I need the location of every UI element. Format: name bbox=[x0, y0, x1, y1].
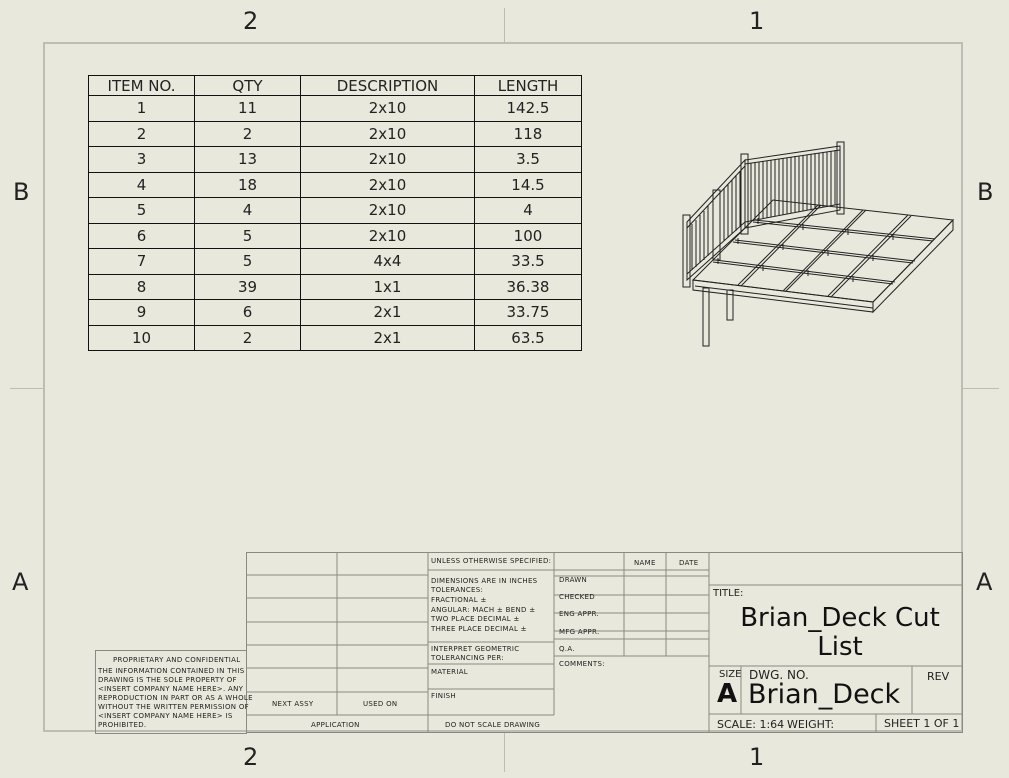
rev-label: REV bbox=[927, 670, 950, 683]
bom-cell: 2x10 bbox=[301, 96, 475, 122]
bom-cell: 10 bbox=[89, 325, 195, 351]
dims-line-1: DIMENSIONS ARE IN INCHES bbox=[431, 577, 538, 585]
bom-cell: 3.5 bbox=[475, 147, 582, 173]
finish-label: FINISH bbox=[431, 692, 456, 700]
dwg-no-value: Brian_Deck bbox=[748, 679, 901, 710]
sheet-label: SHEET 1 OF 1 bbox=[884, 717, 960, 730]
dims-line-6: THREE PLACE DECIMAL ± bbox=[431, 625, 527, 633]
zone-top-2: 2 bbox=[243, 7, 259, 35]
do-not-scale-label: DO NOT SCALE DRAWING bbox=[445, 721, 541, 729]
zone-top-1: 1 bbox=[749, 7, 765, 35]
bom-header-item: ITEM NO. bbox=[89, 76, 195, 96]
used-on-label: USED ON bbox=[363, 700, 398, 708]
eng-appr-label: ENG APPR. bbox=[559, 610, 600, 618]
application-label: APPLICATION bbox=[311, 721, 360, 729]
comments-label: COMMENTS: bbox=[559, 660, 605, 668]
proprietary-line-6: <INSERT COMPANY NAME HERE> IS bbox=[98, 712, 233, 720]
bom-cell: 8 bbox=[89, 274, 195, 300]
bom-cell: 6 bbox=[195, 300, 301, 326]
bom-cell: 33.75 bbox=[475, 300, 582, 326]
material-label: MATERIAL bbox=[431, 668, 468, 676]
table-row bbox=[89, 147, 582, 173]
drawing-title-line-2: List bbox=[817, 632, 863, 662]
bom-cell: 39 bbox=[195, 274, 301, 300]
bom-cell: 2x10 bbox=[301, 223, 475, 249]
tick-bottom-mid bbox=[504, 732, 505, 772]
bom-cell: 6 bbox=[89, 223, 195, 249]
bom-cell: 2 bbox=[195, 121, 301, 147]
table-row bbox=[89, 325, 582, 351]
bom-cell: 4 bbox=[89, 172, 195, 198]
drawn-label: DRAWN bbox=[559, 576, 588, 584]
bom-header-row bbox=[89, 76, 582, 96]
title-label: TITLE: bbox=[713, 588, 744, 599]
table-row bbox=[89, 274, 582, 300]
bom-header-description: DESCRIPTION bbox=[301, 76, 475, 96]
bom-cell: 2x1 bbox=[301, 300, 475, 326]
dims-line-3: FRACTIONAL ± bbox=[431, 596, 487, 604]
date-header: DATE bbox=[679, 559, 699, 567]
bom-cell: 63.5 bbox=[475, 325, 582, 351]
zone-right-a: A bbox=[976, 568, 993, 596]
bom-cell: 118 bbox=[475, 121, 582, 147]
bom-cell: 7 bbox=[89, 249, 195, 275]
bom-cell: 1x1 bbox=[301, 274, 475, 300]
weight-label: WEIGHT: bbox=[787, 718, 835, 731]
bom-cell: 100 bbox=[475, 223, 582, 249]
bom-cell: 2x10 bbox=[301, 147, 475, 173]
size-label: SIZE bbox=[719, 669, 742, 680]
table-row bbox=[89, 300, 582, 326]
proprietary-line-2: DRAWING IS THE SOLE PROPERTY OF bbox=[98, 676, 237, 684]
mfg-appr-label: MFG APPR. bbox=[559, 628, 600, 636]
bom-cell: 2 bbox=[89, 121, 195, 147]
scale-label: SCALE: 1:64 bbox=[717, 718, 785, 731]
proprietary-line-1: THE INFORMATION CONTAINED IN THIS bbox=[98, 667, 245, 675]
bom-cell: 4 bbox=[195, 198, 301, 224]
proprietary-line-4: REPRODUCTION IN PART OR AS A WHOLE bbox=[98, 694, 253, 702]
bom-cell: 13 bbox=[195, 147, 301, 173]
proprietary-title: PROPRIETARY AND CONFIDENTIAL bbox=[113, 656, 241, 664]
next-assy-label: NEXT ASSY bbox=[272, 700, 314, 708]
drawing-title-line-1: Brian_Deck Cut bbox=[740, 603, 940, 633]
bom-cell: 36.38 bbox=[475, 274, 582, 300]
bom-cell: 14.5 bbox=[475, 172, 582, 198]
zone-bottom-1: 1 bbox=[749, 743, 765, 771]
bom-cell: 11 bbox=[195, 96, 301, 122]
dims-line-5: TWO PLACE DECIMAL ± bbox=[431, 615, 520, 623]
table-row bbox=[89, 121, 582, 147]
bom-cell: 5 bbox=[195, 223, 301, 249]
table-row bbox=[89, 223, 582, 249]
table-row bbox=[89, 172, 582, 198]
bom-cell: 4 bbox=[475, 198, 582, 224]
bom-cell: 5 bbox=[89, 198, 195, 224]
zone-bottom-2: 2 bbox=[243, 743, 259, 771]
bom-cell: 2x1 bbox=[301, 325, 475, 351]
dwg-no-label: DWG. NO. bbox=[749, 668, 809, 682]
bom-table bbox=[88, 75, 582, 351]
bom-cell: 18 bbox=[195, 172, 301, 198]
interpret-line-1: INTERPRET GEOMETRIC bbox=[431, 645, 520, 653]
bom-cell: 9 bbox=[89, 300, 195, 326]
tick-top-mid bbox=[504, 8, 505, 42]
dims-line-2: TOLERANCES: bbox=[431, 586, 484, 594]
table-row bbox=[89, 96, 582, 122]
bom-cell: 5 bbox=[195, 249, 301, 275]
bom-header-qty: QTY bbox=[195, 76, 301, 96]
bom-cell: 142.5 bbox=[475, 96, 582, 122]
proprietary-line-7: PROHIBITED. bbox=[98, 721, 147, 729]
qa-label: Q.A. bbox=[559, 645, 575, 653]
name-header: NAME bbox=[634, 559, 656, 567]
bom-cell: 2x10 bbox=[301, 121, 475, 147]
dims-line-4: ANGULAR: MACH ± BEND ± bbox=[431, 606, 536, 614]
bom-cell: 4x4 bbox=[301, 249, 475, 275]
bom-cell: 33.5 bbox=[475, 249, 582, 275]
proprietary-line-5: WITHOUT THE WRITTEN PERMISSION OF bbox=[98, 703, 249, 711]
zone-left-a: A bbox=[12, 568, 29, 596]
bom-cell: 2x10 bbox=[301, 198, 475, 224]
zone-left-b: B bbox=[13, 178, 30, 206]
size-value: A bbox=[717, 679, 738, 709]
proprietary-line-3: <INSERT COMPANY NAME HERE>. ANY bbox=[98, 685, 244, 693]
zone-right-b: B bbox=[977, 178, 994, 206]
bom-cell: 2 bbox=[195, 325, 301, 351]
table-row bbox=[89, 249, 582, 275]
tick-left-mid bbox=[10, 388, 43, 389]
bom-cell: 1 bbox=[89, 96, 195, 122]
bom-cell: 3 bbox=[89, 147, 195, 173]
table-row bbox=[89, 198, 582, 224]
deck-isometric-view bbox=[675, 130, 960, 355]
checked-label: CHECKED bbox=[559, 593, 595, 601]
bom-header-length: LENGTH bbox=[475, 76, 582, 96]
interpret-line-2: TOLERANCING PER: bbox=[431, 654, 505, 662]
tick-right-mid bbox=[963, 388, 999, 389]
bom-cell: 2x10 bbox=[301, 172, 475, 198]
unless-specified-label: UNLESS OTHERWISE SPECIFIED: bbox=[431, 557, 552, 565]
